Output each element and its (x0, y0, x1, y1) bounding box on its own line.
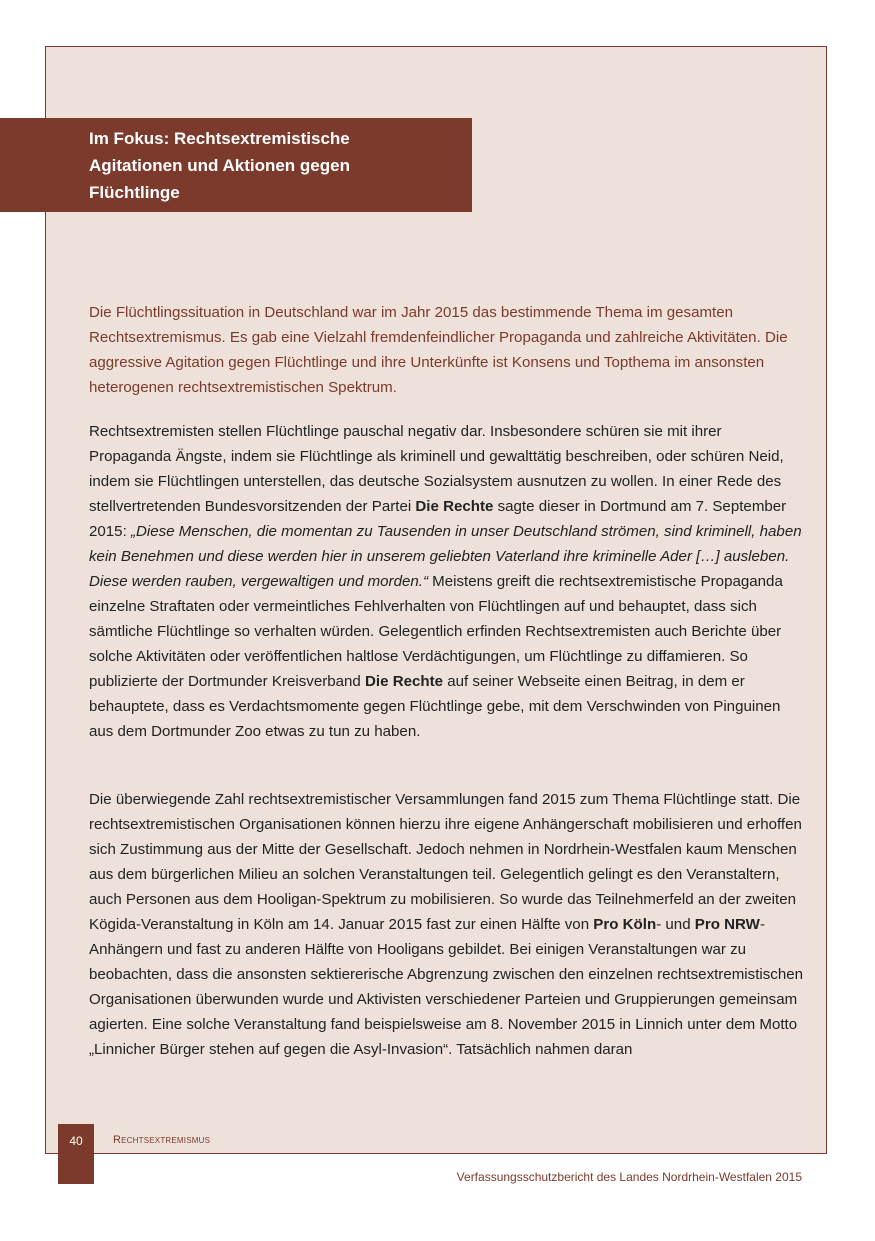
party-name: Die Rechte (415, 498, 494, 515)
heading-line-1: Im Fokus: Rechtsextremistische (89, 129, 350, 148)
footer-text: Verfassungsschutzbericht des Landes Nordrhein-Westfalen 2015 (456, 1170, 802, 1184)
heading-line-2: Agitationen und Aktionen gegen (89, 156, 350, 175)
page-number: 40 (69, 1134, 83, 1148)
body-paragraph-1 (89, 419, 805, 744)
text-run: auf seiner Webseite einen Beitrag, in dem er behauptete, dass es Verdachtsmomente gegen Flüchtlinge gebe, mit dem Verschwinden von Pinguinen aus dem Dortmunder Zoo etwas zu tun zu haben. (89, 673, 781, 740)
text-run: -Anhängern und fast zu anderen Hälfte von Hooligans gebildet. Bei einigen Veranstaltungen war zu beobachten, dass die ansonsten sektiererische Abgrenzung zwischen den einzelnen rechtsextremistischen Organisationen überwunden wurde und Aktivisten verschiedener Parteien und Gruppierungen gemeinsam agierten. Eine solche Veranstaltung fand beispielsweise am 8. November 2015 in Linnich unter dem Motto „Linnicher Bürger stehen auf gegen die Asyl-Invasion“. Tatsächlich nahmen daran (89, 916, 804, 1058)
text-run: Rechtsextremisten stellen Flüchtlinge pauschal negativ dar. Insbesondere schüren sie mit ihrer Propaganda Ängste, indem sie Flüchtlinge als kriminell und gewalttätig beschreiben, oder schüren Neid, indem sie Flüchtlingen unterstellen, das deutsche Sozialsystem ausnutzen zu wollen. In einer Rede des stellvertretenden Bundesvorsitzenden der Partei (89, 423, 784, 515)
page-number-box (58, 1124, 94, 1184)
running-section-label: Rechtsextremismus (113, 1134, 211, 1146)
section-heading (0, 118, 472, 212)
text-run: sagte dieser in Dortmund am 7. September 2015: (89, 498, 787, 540)
lead-paragraph: Die Flüchtlingssituation in Deutschland war im Jahr 2015 das bestimmende Thema im gesamten Rechtsextremismus. Es gab eine Vielzahl fremdenfeindlicher Propaganda und zahlreiche Aktivitäten. Die aggressive Agitation gegen Flüchtlinge und ihre Unterkünfte ist Konsens und Topthema im ansonsten heterogenen rechtsextremistischen Spektrum. (89, 304, 788, 396)
text-run: Meistens greift die rechtsextremistische Propaganda einzelne Straftaten oder vermeintliches Fehlverhalten von Flüchtlingen auf und behauptet, dass sich sämtliche Flüchtlinge so verhalten würden. Gelegentlich erfinden Rechtsextremisten auch Berichte über solche Aktivitäten oder veröffentlichen haltlose Verdächtigungen, um Flüchtlinge zu diffamieren. So publizierte der Dortmunder Kreisverband (89, 573, 783, 690)
heading-line-3: Flüchtlinge (89, 183, 180, 202)
party-name: Pro Köln (593, 916, 657, 933)
body-paragraph-2 (89, 787, 805, 1062)
party-name: Die Rechte (365, 673, 444, 690)
speech-quote: „Diese Menschen, die momentan zu Tausenden in unser Deutschland strömen, sind kriminell, haben kein Benehmen und diese werden hier in unserem geliebten Vaterland ihre kriminelle Ader […] ausleben. Diese werden rauben, vergewaltigen und morden.“ (89, 523, 802, 590)
party-name: Pro NRW (694, 916, 760, 933)
text-run: - und (656, 916, 695, 933)
text-run: Die überwiegende Zahl rechtsextremistischer Versammlungen fand 2015 zum Thema Flüchtlinge statt. Die rechtsextremistischen Organisationen können hierzu ihre eigene Anhängerschaft mobilisieren und erhoffen sich Zustimmung aus der Mitte der Gesellschaft. Jedoch nehmen in Nordrhein-Westfalen kaum Menschen aus dem bürgerlichen Milieu an solchen Veranstaltungen teil. Gelegentlich gelingt es den Veranstaltern, auch Personen aus dem Hooligan-Spektrum zu mobilisieren. So wurde das Teilnehmerfeld an der zweiten Kögida-Veranstaltung in Köln am 14. Januar 2015 fast zur einen Hälfte von (89, 791, 802, 933)
